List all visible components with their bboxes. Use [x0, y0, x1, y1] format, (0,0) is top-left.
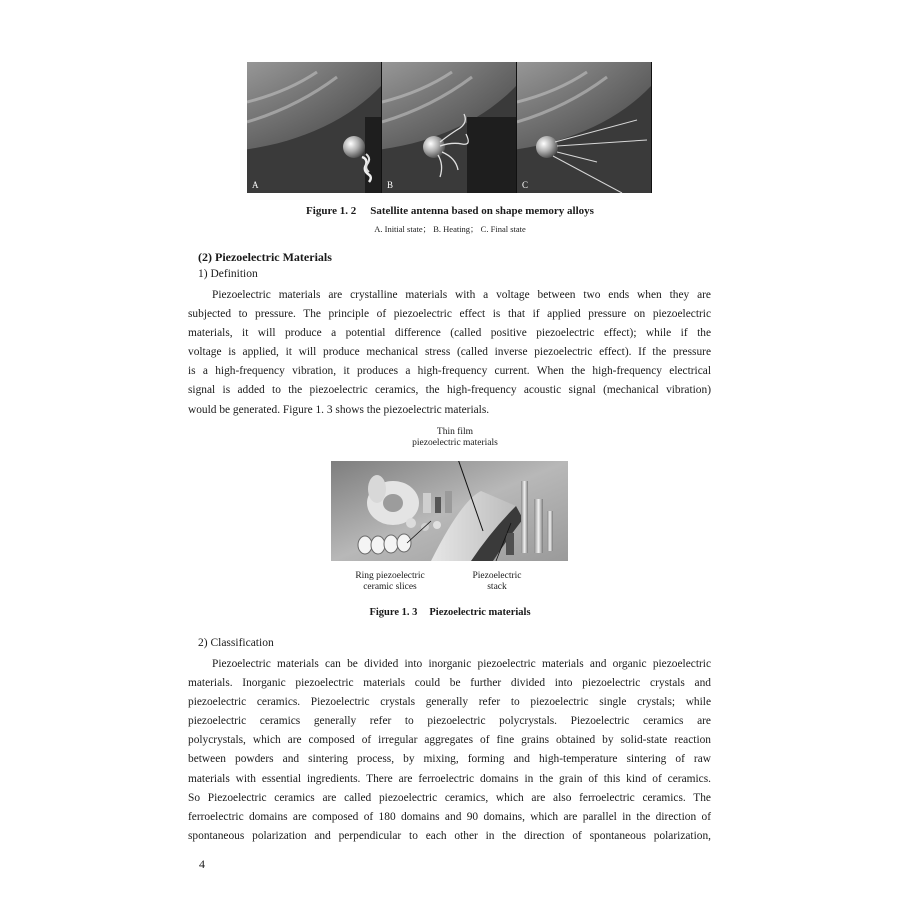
label-line: ceramic slices	[363, 582, 417, 592]
panel-a	[247, 62, 381, 193]
text-line: signal is added to the piezoelectric ceramics, the high-frequency acoustic signal (mechanical vibration)	[188, 384, 711, 397]
figure-1-2-image	[247, 62, 652, 193]
text-line: materials. Inorganic piezoelectric materials could be further divided into piezoelectric crystals and	[188, 677, 711, 690]
panel-c	[517, 62, 651, 193]
text-line: would be generated. Figure 1. 3 shows the piezoelectric materials.	[188, 403, 490, 416]
caption-title: Piezoelectric materials	[429, 607, 531, 618]
text-line: piezoelectric ceramics generally refer to piezoelectric polycrystals. Piezoelectric ceramics are	[188, 715, 711, 728]
text-line: voltage is applied, it will produce mechanical stress (called inverse piezoelectric effect). If the pressure	[188, 346, 711, 359]
classification-heading: 2) Classification	[198, 637, 274, 649]
definition-heading: 1) Definition	[198, 268, 258, 280]
satellite-heating-image	[382, 62, 516, 193]
text-line: Piezoelectric materials are crystalline materials with a voltage between two ends when they are	[212, 289, 711, 301]
text-line: So Piezoelectric ceramics are called piezoelectric ceramics, which are also ferroelectric ceramics. The	[188, 791, 711, 804]
text-line: ferroelectric domains are composed of 180 domains and 90 domains, which are parallel in the direction of	[188, 810, 711, 823]
figure-1-3-caption	[0, 607, 900, 618]
caption-title: Satellite antenna based on shape memory alloys	[370, 205, 594, 217]
label-ring-slices	[345, 571, 435, 593]
text-line: materials with essential ingredients. There are ferroelectric domains in the grain of this kind of ceramics.	[188, 772, 711, 785]
text-line: between powders and sintering process, by mixing, forming and high-temperature sintering of raw	[188, 753, 711, 766]
label-thin-film	[400, 427, 510, 449]
label-line: Thin film	[436, 427, 474, 437]
satellite-final-state-image	[517, 62, 651, 193]
text-line: is a high-frequency vibration, it produces a high-frequency current. When the high-frequency electrical	[188, 365, 711, 378]
label-line: Piezoelectric	[472, 571, 522, 581]
label-stack	[462, 571, 532, 593]
definition-paragraph	[188, 286, 711, 420]
figure-1-2-subcaption: A. Initial state； B. Heating； C. Final state	[374, 224, 526, 234]
text-line: subjected to pressure. The principle of piezoelectric effect is that if applied pressure on piezoelectric	[188, 308, 711, 321]
figure-1-2-caption	[0, 205, 900, 217]
figure-1-3-image	[331, 461, 568, 561]
label-line: stack	[487, 582, 507, 592]
label-line: Ring piezoelectric	[355, 571, 425, 581]
satellite-initial-state-image	[247, 62, 381, 193]
caption-number: Figure 1. 3	[369, 607, 418, 618]
panel-letter-b: B	[387, 180, 394, 190]
text-line: piezoelectric ceramics. Piezoelectric crystals generally refer to piezoelectric single crystals; while	[188, 696, 711, 709]
page-number: 4	[199, 857, 205, 871]
label-line: piezoelectric materials	[412, 438, 498, 448]
piezoelectric-materials-photo	[331, 461, 568, 561]
panel-letter-a: A	[252, 180, 259, 190]
panel-b	[382, 62, 516, 193]
text-line: spontaneous polarization and perpendicular to each other in the direction of spontaneous polarization,	[188, 829, 711, 842]
text-line: polycrystals, which are composed of irregular aggregates of fine grains obtained by solid-state reaction	[188, 734, 711, 747]
caption-number: Figure 1. 2	[306, 205, 357, 217]
section-heading: (2) Piezoelectric Materials	[198, 250, 332, 264]
text-line: materials, it will produce a potential difference (called positive piezoelectric effect); while if the	[188, 327, 711, 340]
text-line: Piezoelectric materials can be divided into inorganic piezoelectric materials and organic piezoelectric	[212, 658, 711, 670]
classification-paragraph	[188, 655, 711, 846]
panel-letter-c: C	[522, 180, 529, 190]
